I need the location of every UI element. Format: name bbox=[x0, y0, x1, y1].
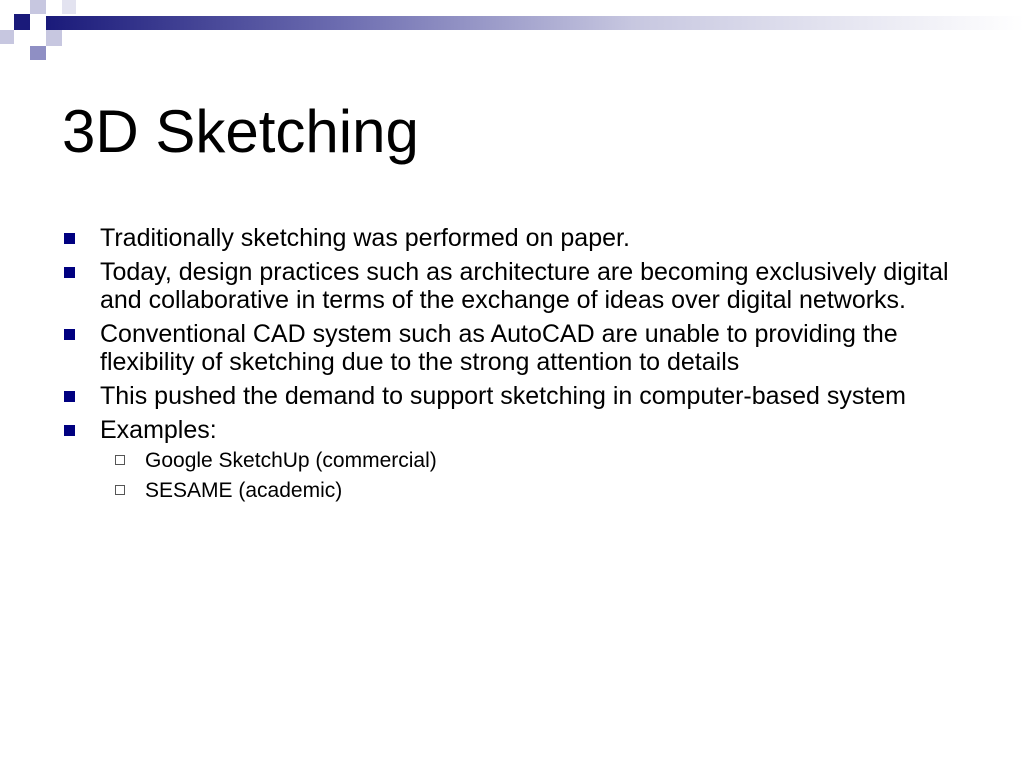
sub-bullet-text: SESAME (academic) bbox=[145, 479, 343, 502]
decor-square-light bbox=[62, 0, 76, 14]
decor-square-mid bbox=[46, 30, 62, 46]
square-bullet-icon bbox=[64, 329, 75, 340]
header-gradient-bar bbox=[46, 16, 1024, 30]
sub-bullet-item bbox=[100, 448, 982, 474]
bullet-text: Conventional CAD system such as AutoCAD are unable to providing the flexibility of sketching due to the strong attention to details bbox=[100, 320, 898, 376]
bullet-text: Traditionally sketching was performed on paper. bbox=[100, 224, 630, 252]
hollow-square-bullet-icon bbox=[115, 455, 125, 465]
decor-square-mid bbox=[30, 46, 46, 60]
decor-square-light bbox=[30, 0, 46, 14]
bullet-text: Examples: bbox=[100, 416, 217, 444]
bullet-item bbox=[62, 416, 982, 504]
square-bullet-icon bbox=[64, 391, 75, 402]
bullet-text: This pushed the demand to support sketching in computer-based system bbox=[100, 382, 906, 410]
header-decoration bbox=[0, 0, 1024, 64]
bullet-item bbox=[62, 224, 982, 252]
sub-bullet-item bbox=[100, 478, 982, 504]
sub-bullet-list bbox=[100, 448, 982, 504]
square-bullet-icon bbox=[64, 425, 75, 436]
decor-square-dark bbox=[14, 14, 30, 30]
slide-title: 3D Sketching bbox=[62, 98, 419, 165]
bullet-text: Today, design practices such as architecture are becoming exclusively digital and collaborative in terms of the exchange of ideas over digital networks. bbox=[100, 258, 949, 314]
bullet-item bbox=[62, 320, 982, 376]
sub-bullet-text: Google SketchUp (commercial) bbox=[145, 449, 437, 472]
bullet-item bbox=[62, 382, 982, 410]
bullet-item bbox=[62, 258, 982, 314]
square-bullet-icon bbox=[64, 233, 75, 244]
square-bullet-icon bbox=[64, 267, 75, 278]
decor-square-light bbox=[0, 30, 14, 44]
hollow-square-bullet-icon bbox=[115, 485, 125, 495]
slide-body bbox=[62, 224, 982, 510]
